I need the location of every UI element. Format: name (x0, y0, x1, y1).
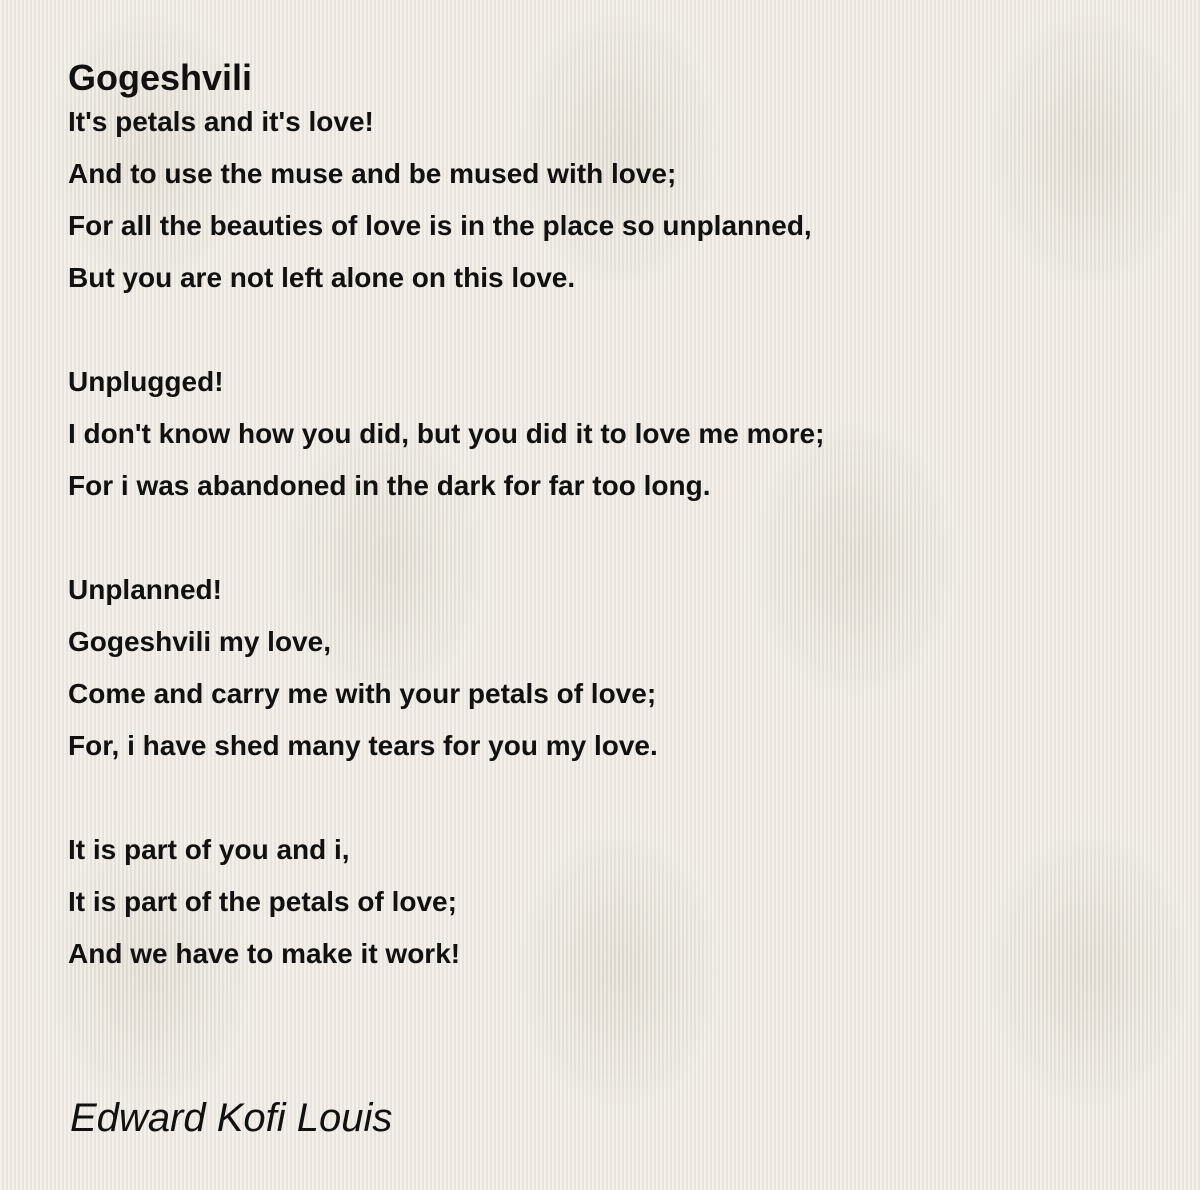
poem-title: Gogeshvili (68, 57, 253, 98)
poem-line: Unplanned! (68, 574, 222, 605)
poem-card (68, 52, 1148, 1140)
poem-line: I don't know how you did, but you did it to love me more; (68, 418, 825, 449)
poem-line: For all the beauties of love is in the place so unplanned, (68, 210, 812, 241)
poem-author: Edward Kofi Louis (70, 1096, 393, 1140)
poem-line: It is part of the petals of love; (68, 886, 457, 917)
poem-line: It's petals and it's love! (68, 106, 374, 137)
poem-line: Come and carry me with your petals of love; (68, 678, 657, 709)
stanza-3 (68, 564, 824, 772)
poem-line: Unplugged! (68, 366, 224, 397)
poem-line: For, i have shed many tears for you my love. (68, 730, 658, 761)
stanza-2 (68, 356, 824, 512)
poem-line: And we have to make it work! (68, 938, 461, 969)
poem-line: Gogeshvili my love, (68, 626, 331, 657)
poem-line: But you are not left alone on this love. (68, 262, 576, 293)
poem-line: And to use the muse and be mused with love; (68, 158, 677, 189)
stanza-4 (68, 824, 824, 980)
poem-line: It is part of you and i, (68, 834, 350, 865)
poem-line: For i was abandoned in the dark for far too long. (68, 470, 711, 501)
stanza-1 (68, 96, 824, 304)
poem-body (68, 96, 824, 1032)
